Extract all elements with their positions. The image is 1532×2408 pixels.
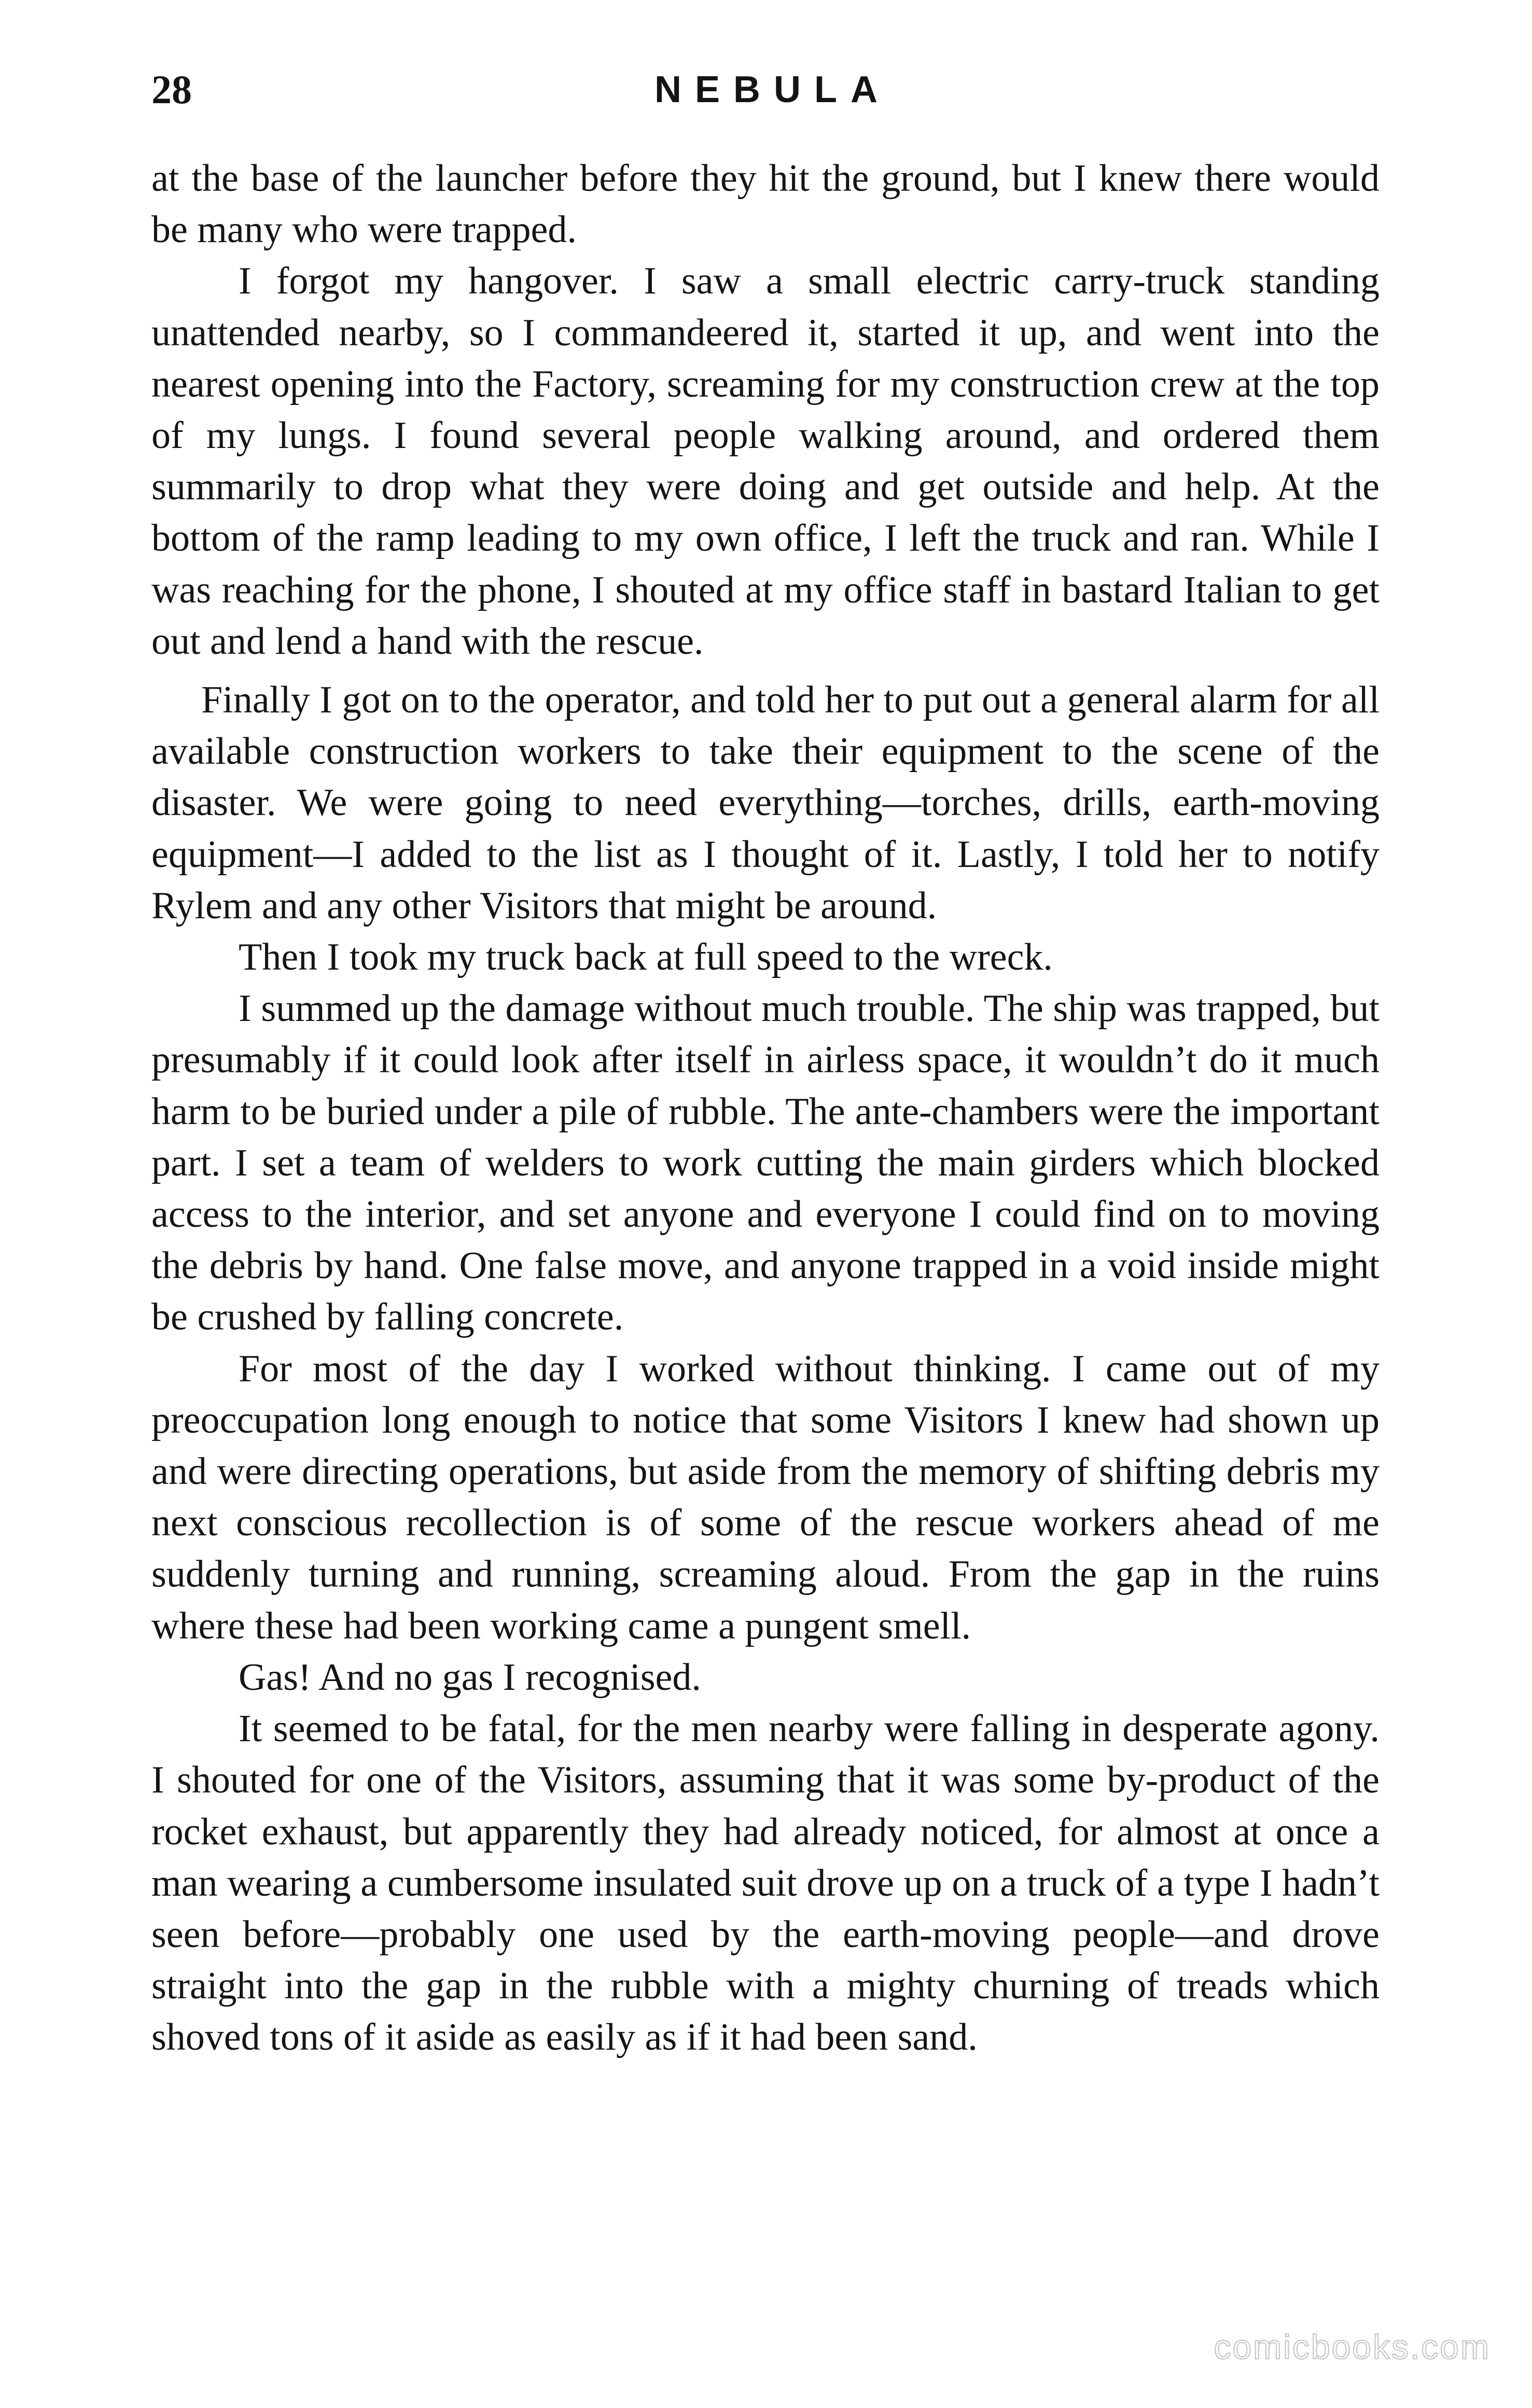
paragraph: For most of the day I worked without thinking. I came out of my preoccupation long enough to notice that some Visitors I knew had shown up and were directing operations, but aside from the memory of shifting debris my next conscious recollection is of some of the rescue workers ahead of me suddenly turning and running, screaming aloud. From the gap in the ruins where these had been working came a pungent smell. [151, 1347, 1380, 1647]
watermark-text: comicbooks.com [1214, 2328, 1491, 2366]
paragraph: Finally I got on to the operator, and told her to put out a general alarm for all available construction workers to take their equipment to the scene of the disaster. We were going to need everything—torches, drills, earth-moving equipment—I added to the list as I thought of it. Lastly, I told her to notify Rylem and any other Visitors that might be around. [151, 679, 1380, 927]
page-header [151, 61, 1381, 118]
paragraph: I forgot my hangover. I saw a small electric carry-truck standing unattended nearby, so I commandeered it, started it up, and went into the nearest opening into the Factory, screaming for my construction crew at the top of my lungs. I found several people walking around, and ordered them summarily to drop what they were doing and get outside and help. At the bottom of the ramp leading to my own office, I left the truck and ran. While I was reaching for the phone, I shouted at my office staff in bastard Italian to get out and lend a hand with the rescue. [151, 260, 1380, 663]
paragraph: Then I took my truck back at full speed to the wreck. [239, 936, 1053, 979]
paragraph: Gas! And no gas I recognised. [239, 1656, 701, 1699]
page-number: 28 [151, 67, 192, 112]
body-text [151, 153, 1380, 2064]
paragraph: It seemed to be fatal, for the men nearby were falling in desperate agony. I shouted for one of the Visitors, assuming that it was some by-product of the rocket exhaust, but apparently they had already noticed, for almost at once a man wearing a cumbersome insulated suit drove up on a truck of a type I hadn’t seen before—probably one used by the earth-moving people—and drove straight into the gap in the rubble with a mighty churning of treads which shoved tons of it aside as easily as if it had been sand. [151, 1707, 1380, 2059]
running-title: NEBULA [654, 69, 891, 110]
paragraph: at the base of the launcher before they hit the ground, but I knew there would be many who were trapped. [151, 157, 1380, 251]
paragraph: I summed up the damage without much trouble. The ship was trapped, but presumably if it could look after itself in airless space, it wouldn’t do it much harm to be buried under a pile of rubble. The ante-chambers were the important part. I set a team of welders to work cutting the main girders which blocked access to the interior, and set anyone and everyone I could find on to moving the debris by hand. One false move, and anyone trapped in a void inside might be crushed by falling concrete. [151, 987, 1380, 1339]
